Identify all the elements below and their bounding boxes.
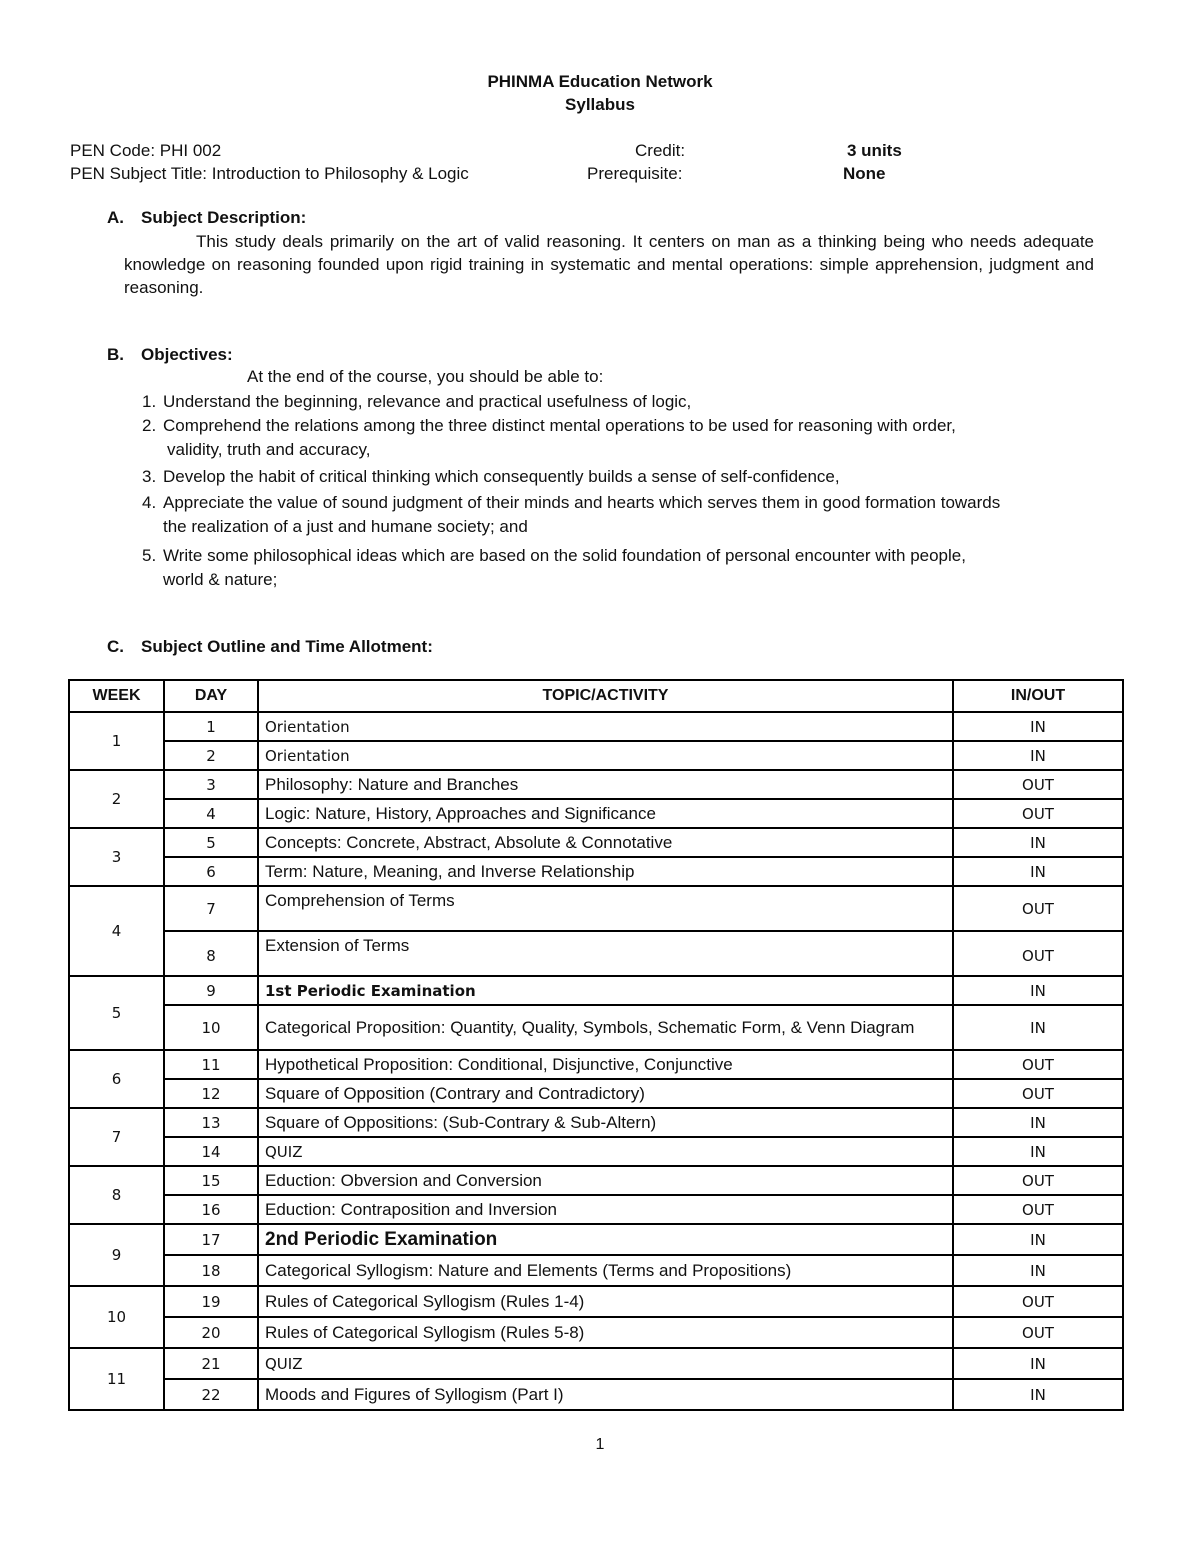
day-cell: 6 (164, 857, 258, 886)
inout-cell: IN (953, 1224, 1123, 1255)
day-cell: 20 (164, 1317, 258, 1348)
section-b-title: Objectives: (141, 345, 233, 364)
section-a-title: Subject Description: (141, 208, 307, 227)
day-cell: 7 (164, 886, 258, 931)
inout-cell: OUT (953, 1050, 1123, 1079)
table-row (69, 1079, 1123, 1108)
header-day: DAY (164, 680, 258, 712)
topic-cell: Categorical Proposition: Quantity, Quality, Symbols, Schematic Form, & Venn Diagram (258, 1005, 953, 1050)
page-number: 1 (595, 1436, 605, 1453)
section-b-letter: B. (107, 345, 124, 364)
day-cell: 19 (164, 1286, 258, 1317)
table-row (69, 931, 1123, 976)
objective-text: Comprehend the relations among the three distinct mental operations to be used for reasoning with order, (163, 416, 956, 435)
objective-text-cont: world & nature; (163, 570, 278, 589)
week-cell: 2 (69, 770, 164, 828)
inout-cell: OUT (953, 886, 1123, 931)
topic-cell: Hypothetical Proposition: Conditional, Disjunctive, Conjunctive (258, 1050, 953, 1079)
inout-cell: OUT (953, 1286, 1123, 1317)
section-b-heading (107, 345, 233, 365)
inout-cell: IN (953, 1005, 1123, 1050)
day-cell: 22 (164, 1379, 258, 1410)
topic-cell: Rules of Categorical Syllogism (Rules 5-8) (258, 1317, 953, 1348)
inout-cell: IN (953, 741, 1123, 770)
inout-cell: IN (953, 1137, 1123, 1166)
topic-cell: 2nd Periodic Examination (258, 1224, 953, 1255)
topic-cell: Square of Oppositions: (Sub-Contrary & Sub-Altern) (258, 1108, 953, 1137)
table-row (69, 1005, 1123, 1050)
inout-cell: OUT (953, 1317, 1123, 1348)
section-c-title: Subject Outline and Time Allotment: (141, 637, 433, 656)
inout-cell: IN (953, 976, 1123, 1005)
topic-cell: Orientation (258, 741, 953, 770)
objective-number: 1. (142, 392, 157, 411)
day-cell: 5 (164, 828, 258, 857)
week-cell: 1 (69, 712, 164, 770)
table-row (69, 1166, 1123, 1195)
objective-text: Appreciate the value of sound judgment of their minds and hearts which serves them in good formation towards (163, 493, 1001, 512)
week-cell: 8 (69, 1166, 164, 1224)
table-row (69, 799, 1123, 828)
day-cell: 9 (164, 976, 258, 1005)
day-cell: 16 (164, 1195, 258, 1224)
credit-label: Credit: (635, 141, 686, 160)
table-row (69, 1317, 1123, 1348)
table-row (69, 1348, 1123, 1379)
inout-cell: OUT (953, 1079, 1123, 1108)
objective-text: Write some philosophical ideas which are based on the solid foundation of personal encounter with people, (163, 546, 966, 565)
objective-number: 4. (142, 493, 157, 512)
table-row (69, 828, 1123, 857)
prerequisite-value: None (843, 164, 886, 183)
table-header-row (69, 680, 1123, 712)
pen-code: PEN Code: PHI 002 (70, 141, 222, 160)
table-row (69, 886, 1123, 931)
objective-text-cont: the realization of a just and humane society; and (163, 517, 528, 536)
objectives-intro: At the end of the course, you should be able to: (247, 367, 604, 386)
objective-text: Develop the habit of critical thinking which consequently builds a sense of self-confidence, (163, 467, 840, 486)
table-row (69, 1050, 1123, 1079)
table-row (69, 712, 1123, 741)
topic-cell: Extension of Terms (258, 931, 953, 976)
objective-1 (142, 390, 691, 414)
objective-text: Understand the beginning, relevance and practical usefulness of logic, (163, 392, 692, 411)
objective-4 (142, 491, 1000, 539)
header-topic: TOPIC/ACTIVITY (258, 680, 953, 712)
week-cell: 3 (69, 828, 164, 886)
topic-cell: Eduction: Contraposition and Inversion (258, 1195, 953, 1224)
inout-cell: OUT (953, 931, 1123, 976)
topic-cell: Moods and Figures of Syllogism (Part I) (258, 1379, 953, 1410)
week-cell: 11 (69, 1348, 164, 1410)
topic-cell: Term: Nature, Meaning, and Inverse Relationship (258, 857, 953, 886)
table-row (69, 1286, 1123, 1317)
topic-cell: Categorical Syllogism: Nature and Elements (Terms and Propositions) (258, 1255, 953, 1286)
topic-cell: 1st Periodic Examination (258, 976, 953, 1005)
inout-cell: IN (953, 828, 1123, 857)
inout-cell: IN (953, 712, 1123, 741)
inout-cell: IN (953, 1348, 1123, 1379)
table-row (69, 770, 1123, 799)
topic-cell: Square of Opposition (Contrary and Contradictory) (258, 1079, 953, 1108)
topic-cell: Comprehension of Terms (258, 886, 953, 931)
inout-cell: OUT (953, 799, 1123, 828)
day-cell: 13 (164, 1108, 258, 1137)
objective-text-cont: validity, truth and accuracy, (167, 440, 371, 459)
day-cell: 18 (164, 1255, 258, 1286)
topic-cell: QUIZ (258, 1348, 953, 1379)
week-cell: 10 (69, 1286, 164, 1348)
inout-cell: OUT (953, 770, 1123, 799)
section-c-letter: C. (107, 637, 124, 656)
objective-3 (142, 465, 840, 489)
day-cell: 2 (164, 741, 258, 770)
inout-cell: IN (953, 1108, 1123, 1137)
topic-cell: Rules of Categorical Syllogism (Rules 1-4) (258, 1286, 953, 1317)
subject-description (124, 230, 1094, 299)
section-c-heading (107, 637, 433, 657)
week-cell: 9 (69, 1224, 164, 1286)
day-cell: 10 (164, 1005, 258, 1050)
table-row (69, 1379, 1123, 1410)
objective-5 (142, 544, 966, 592)
objective-number: 5. (142, 546, 157, 565)
doc-title: Syllabus (565, 95, 635, 114)
subject-title: PEN Subject Title: Introduction to Philosophy & Logic (70, 164, 469, 183)
week-cell: 7 (69, 1108, 164, 1166)
day-cell: 3 (164, 770, 258, 799)
table-row (69, 1195, 1123, 1224)
table-row (69, 1255, 1123, 1286)
description-text: This study deals primarily on the art of valid reasoning. It centers on man as a thinking being who needs adequate knowledge on reasoning founded upon rigid training in systematic and mental operations: simple apprehension, judgment and reasoning. (124, 232, 1094, 297)
org-title: PHINMA Education Network (487, 72, 713, 91)
week-cell: 5 (69, 976, 164, 1050)
day-cell: 21 (164, 1348, 258, 1379)
topic-cell: Concepts: Concrete, Abstract, Absolute & Connotative (258, 828, 953, 857)
prerequisite-label: Prerequisite: (587, 164, 683, 183)
topic-cell: Orientation (258, 712, 953, 741)
inout-cell: OUT (953, 1166, 1123, 1195)
outline-table (68, 679, 1124, 1411)
table-row (69, 976, 1123, 1005)
week-cell: 6 (69, 1050, 164, 1108)
inout-cell: IN (953, 857, 1123, 886)
topic-cell: QUIZ (258, 1137, 953, 1166)
objective-number: 3. (142, 467, 157, 486)
section-a-letter: A. (107, 208, 124, 227)
header-week: WEEK (69, 680, 164, 712)
day-cell: 17 (164, 1224, 258, 1255)
day-cell: 8 (164, 931, 258, 976)
topic-cell: Eduction: Obversion and Conversion (258, 1166, 953, 1195)
day-cell: 15 (164, 1166, 258, 1195)
day-cell: 11 (164, 1050, 258, 1079)
objective-number: 2. (142, 416, 157, 435)
table-row (69, 857, 1123, 886)
inout-cell: IN (953, 1255, 1123, 1286)
table-row (69, 1137, 1123, 1166)
day-cell: 4 (164, 799, 258, 828)
table-row (69, 1108, 1123, 1137)
header-inout: IN/OUT (953, 680, 1123, 712)
credit-value: 3 units (847, 141, 902, 160)
week-cell: 4 (69, 886, 164, 976)
topic-cell: Philosophy: Nature and Branches (258, 770, 953, 799)
section-a-heading (107, 208, 306, 228)
day-cell: 14 (164, 1137, 258, 1166)
table-row (69, 741, 1123, 770)
table-row (69, 1224, 1123, 1255)
objective-2 (142, 414, 956, 462)
day-cell: 12 (164, 1079, 258, 1108)
inout-cell: OUT (953, 1195, 1123, 1224)
day-cell: 1 (164, 712, 258, 741)
inout-cell: IN (953, 1379, 1123, 1410)
topic-cell: Logic: Nature, History, Approaches and Significance (258, 799, 953, 828)
